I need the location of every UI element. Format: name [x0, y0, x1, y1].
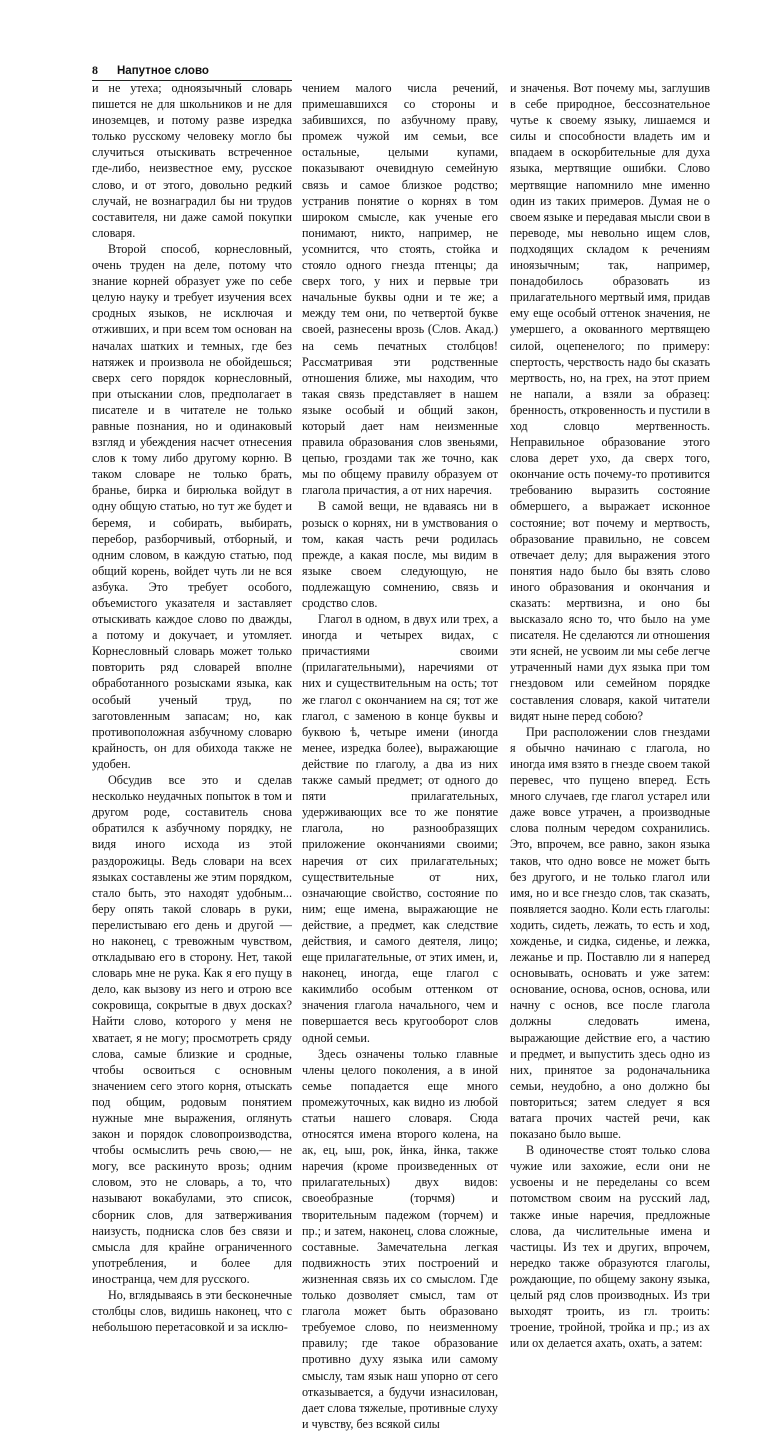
paragraph: Второй способ, корнесловный, очень труден на деле, потому что знание корней образует уже по себе целую науку и требует изучения всех сродных языков, не исключая и отживших, и при всем том основан на началах шатких и темных, где без натяжек и произвола не обойдешься; сверх сего порядок корнесловный, при отыскании слов, предполагает в писателе и в читателе не только равные познания, но и одинаковый взгляд и убеждения насчет отнесения слов к тому либо другому корню. В таком словаре не только брать, бранье, бирка и бирюлька войдут в одну общую статью, но тут же будет и беремя, и собирать, выбирать, перебор, разборчивый, отборный, и одним словом, в каждую статью, под общий корень, войдет чуть ли не вся азбука. Это требует особого, объемистого указателя и заставляет отыскивать каждое слово по дважды, а потому и докучает, и утомляет. Корнесловный словарь может только повторить ряд словарей вполне обработанного розысками языка, как особый ученый труд, по заготовленным запасам; но, как противоположная азбучному словарю крайность, он для обихода также не удобен. [92, 241, 292, 771]
paragraph: и не утеха; одноязычный словарь пишется не для школьников и не для иноземцев, и потому разве изредка только русскому человеку могло бы случиться отыскивать встреченное где-либо, неизвестное ему, русское слово, и от этого, довольно редкий случай, не вознаградил бы ни трудов составителя, ни даже самой покупки словаря. [92, 81, 292, 240]
page-number: 8 [92, 63, 98, 77]
running-title: Напутное слово [117, 65, 209, 77]
paragraph: В самой вещи, не вдаваясь ни в розыск о корнях, ни в умствования о том, какая часть речи родилась прежде, а какая после, мы видим в языке своем следующую, не подлежащую сомнению, связь и сродство слов. [302, 499, 498, 610]
paragraph: Глагол в одном, в двух или трех, а иногда и четырех видах, с причастиями своими (прилагательными), наречиями от них и существительным на ость; тот же глагол с окончанием на ся; тот же глагол, с заменою в конце буквы и буквою ѣ, четыре имени (иногда менее, изредка более), выражающие действие по глаголу, а два из них также самый предмет; от одного до пяти прилагательных, удерживающих все то же понятие глагола, но разнообразящих приложение окончаниями своими; наречия от сих прилагательных; существительные от них, означающие свойство, состояние по ним; еще имена, выражающие не действие, а предмет, как следствие действия, и самого деятеля, лицо; еще прилагательные, от этих имен, и, наконец, иногда, еще глагол с какимлибо особым оттенком от значения глагола начального, чем и повершается весь кругооборот слов одной семьи. [302, 612, 498, 1045]
paragraph: Здесь означены только главные члены целого поколения, а в иной семье попадается еще много промежуточных, как видно из любой статьи нашего словаря. Сюда относятся имена второго колена, на ак, ец, ыш, рок, йнка, йнка, также наречия (кроме произведенных от прилагательных) двух видов: своеобразные (торчмя) и творительным падежом (торчем) и пр.; и затем, наконец, слова сложные, составные. Замечательна легкая подвижность этих построений и жизненная связь их со смыслом. Где только дозволяет смысл, там от глагола может быть образовано требуемое слово, по неизменному правилу; где такое образование противно духу языка или самому смыслу, там язык наш упорно от сего отказывается, а будучи изнасилован, дает слова тяжелые, противные слуху и чувству, без всякой силы [302, 1046, 498, 1431]
text-column-3 [510, 80, 710, 1351]
paragraph: чением малого числа речений, примешавшихся со стороны и забившихся, по азбучному праву, промеж чужой им семьи, все остальные, целыми купами, показывают очевидную семейную связь и самое близкое родство; устранив понятие о корнях в том широком смысле, как ученые его понимают, никто, например, не усомнится, что стоять, стойка и стояло одного гнезда птенцы; да сверх того, у них и первые три начальные буквы одни и те же; а между тем они, по четвертой букве своей, разнесены врозь (Слов. Акад.) на семь печатных столбцов! Рассматривая эти родственные отношения ближе, мы находим, что такая связь представляет в нашем языке особый и общий закон, который дает нам неизменные правила образования слов звеньями, цепью, гроздами так же точно, как мы по общему правилу образуем от глагола причастия, а от них наречия. [302, 81, 498, 498]
page-header [92, 62, 342, 78]
paragraph: Обсудив все это и сделав несколько неудачных попыток в том и другом роде, составитель снова обратился к азбучному порядку, не видя иного исхода из этой раздорожицы. Ведь словари на всех языках составлены же этим порядком, стало быть, это находят удобным... беру опять такой словарь в руки, перелистываю его день и другой — но наконец, с тревожным чувством, откладываю его в сторону. Нет, такой словарь мне не рука. Как я его пущу в дело, как вызову из него и отрою все сокровища, сокрытые в двух досках? Найти слово, которого у меня не хватает, я не могу; просмотреть сряду слова, самые близкие и сродные, чтобы освоиться с основным значением сего этого корня, отыскать под общим, родовым понятием нужные мне выражения, оглянуть закон и порядок словопроизводства, чтобы осмыслить речь свою,— не могу, все раскинуто врозь; одним словом, это не словарь, а то, что называют вокабулами, это список, сборник слов, для затверживания наизусть, подниска слов без связи и смысла для крайне ограниченного употребления, и более для иностранца, чем для русского. [92, 773, 292, 1286]
paragraph: При расположении слов гнездами я обычно начинаю с глагола, но иногда имя взято в гнезде своем такой перевес, что пущено вперед. Есть много случаев, где глагол устарел или даже вовсе утрачен, а производные слова полным чередом сохранились. Это, впрочем, все равно, закон языка таков, что одно вовсе не может быть без другого, и не только глагол или имя, но и все гнездо слов, так сказать, появляется заодно. Коли есть глаголы: ходить, сидеть, лежать, то есть и ход, хожденье, и сидка, сиденье, и лежка, лежанье и пр. Поставлю ли я наперед основывать, основать и уже затем: основание, основа, основ, основа, или начну с основ, все после глагола должны следовать имена, выражающие действие его, а частию и предмет, и выпустить здесь одно из них, принятое за родоначальника семьи, неудобно, а оно должно бы повториться; затем следует я вся ватага прочих частей речи, как показано было выше. [510, 724, 710, 1142]
text-column-2 [302, 80, 498, 1431]
paragraph: Но, вглядываясь в эти бесконечные столбцы слов, видишь наконец, что с небольшою перетасовкой и за исклю- [92, 1288, 292, 1335]
paragraph: и значенья. Вот почему мы, заглушив в себе природное, бессознательное чутье к своему языку, лишаемся и силы и способности владеть им и впадаем в оскорбительные для духа языка, мертвящие ошибки. Слово мертвящие напомнило мне именно один из таких примеров. Думая не о своем языке и передавая мысли свои в переводе, мы невольно ищем слов, подходящих складом к речениям иноязычным; так, например, понадобилось образовать из прилагательного мертвый имя, придав ему еще особый оттенок значения, не умершего, а окованного мертвящею силой, оцепенелого; по примеру: спертость, черствость надо бы сказать мертвость, но, на грех, на этот прием не напали, а взяли за образец: бренность, откровенность и пустили в ход словцо мертвенность. Неправильное образование этого слова дерет ухо, да сверх того, окончание ость почему-то противится требованию выразить состояние обмершего, а выражает исконное состояние; вот почему и мертвость, образование правильно, не совсем отвечает делу; для выражения этого понятия надо было бы взять слово иного образования и окончания и сказать: мертвизна, и оно бы высказало ясно то, что было на уме писателя. Не сделаются ли отношения эти ясней, не усвоим ли мы себе легче утраченный нами дух языка при том гнездовом или семейном порядке составления словаря, какой читатели видят ныне перед собою? [510, 81, 710, 723]
text-column-1 [92, 80, 292, 1335]
paragraph: В одиночестве стоят только слова чужие или захожие, если они не усвоены и не переделаны со всем потомством своим на русский лад, также иные наречия, предложные слова, да числительные имена и частицы. Из тех и других, впрочем, нередко также образуются глаголы, рождающие, по общему закону языка, целый ряд слов производных. Из три выходят троить, из гл. троить: троение, тройной, тройка и пр.; из ах или ох делается ахать, охать, а затем: [510, 1143, 710, 1351]
